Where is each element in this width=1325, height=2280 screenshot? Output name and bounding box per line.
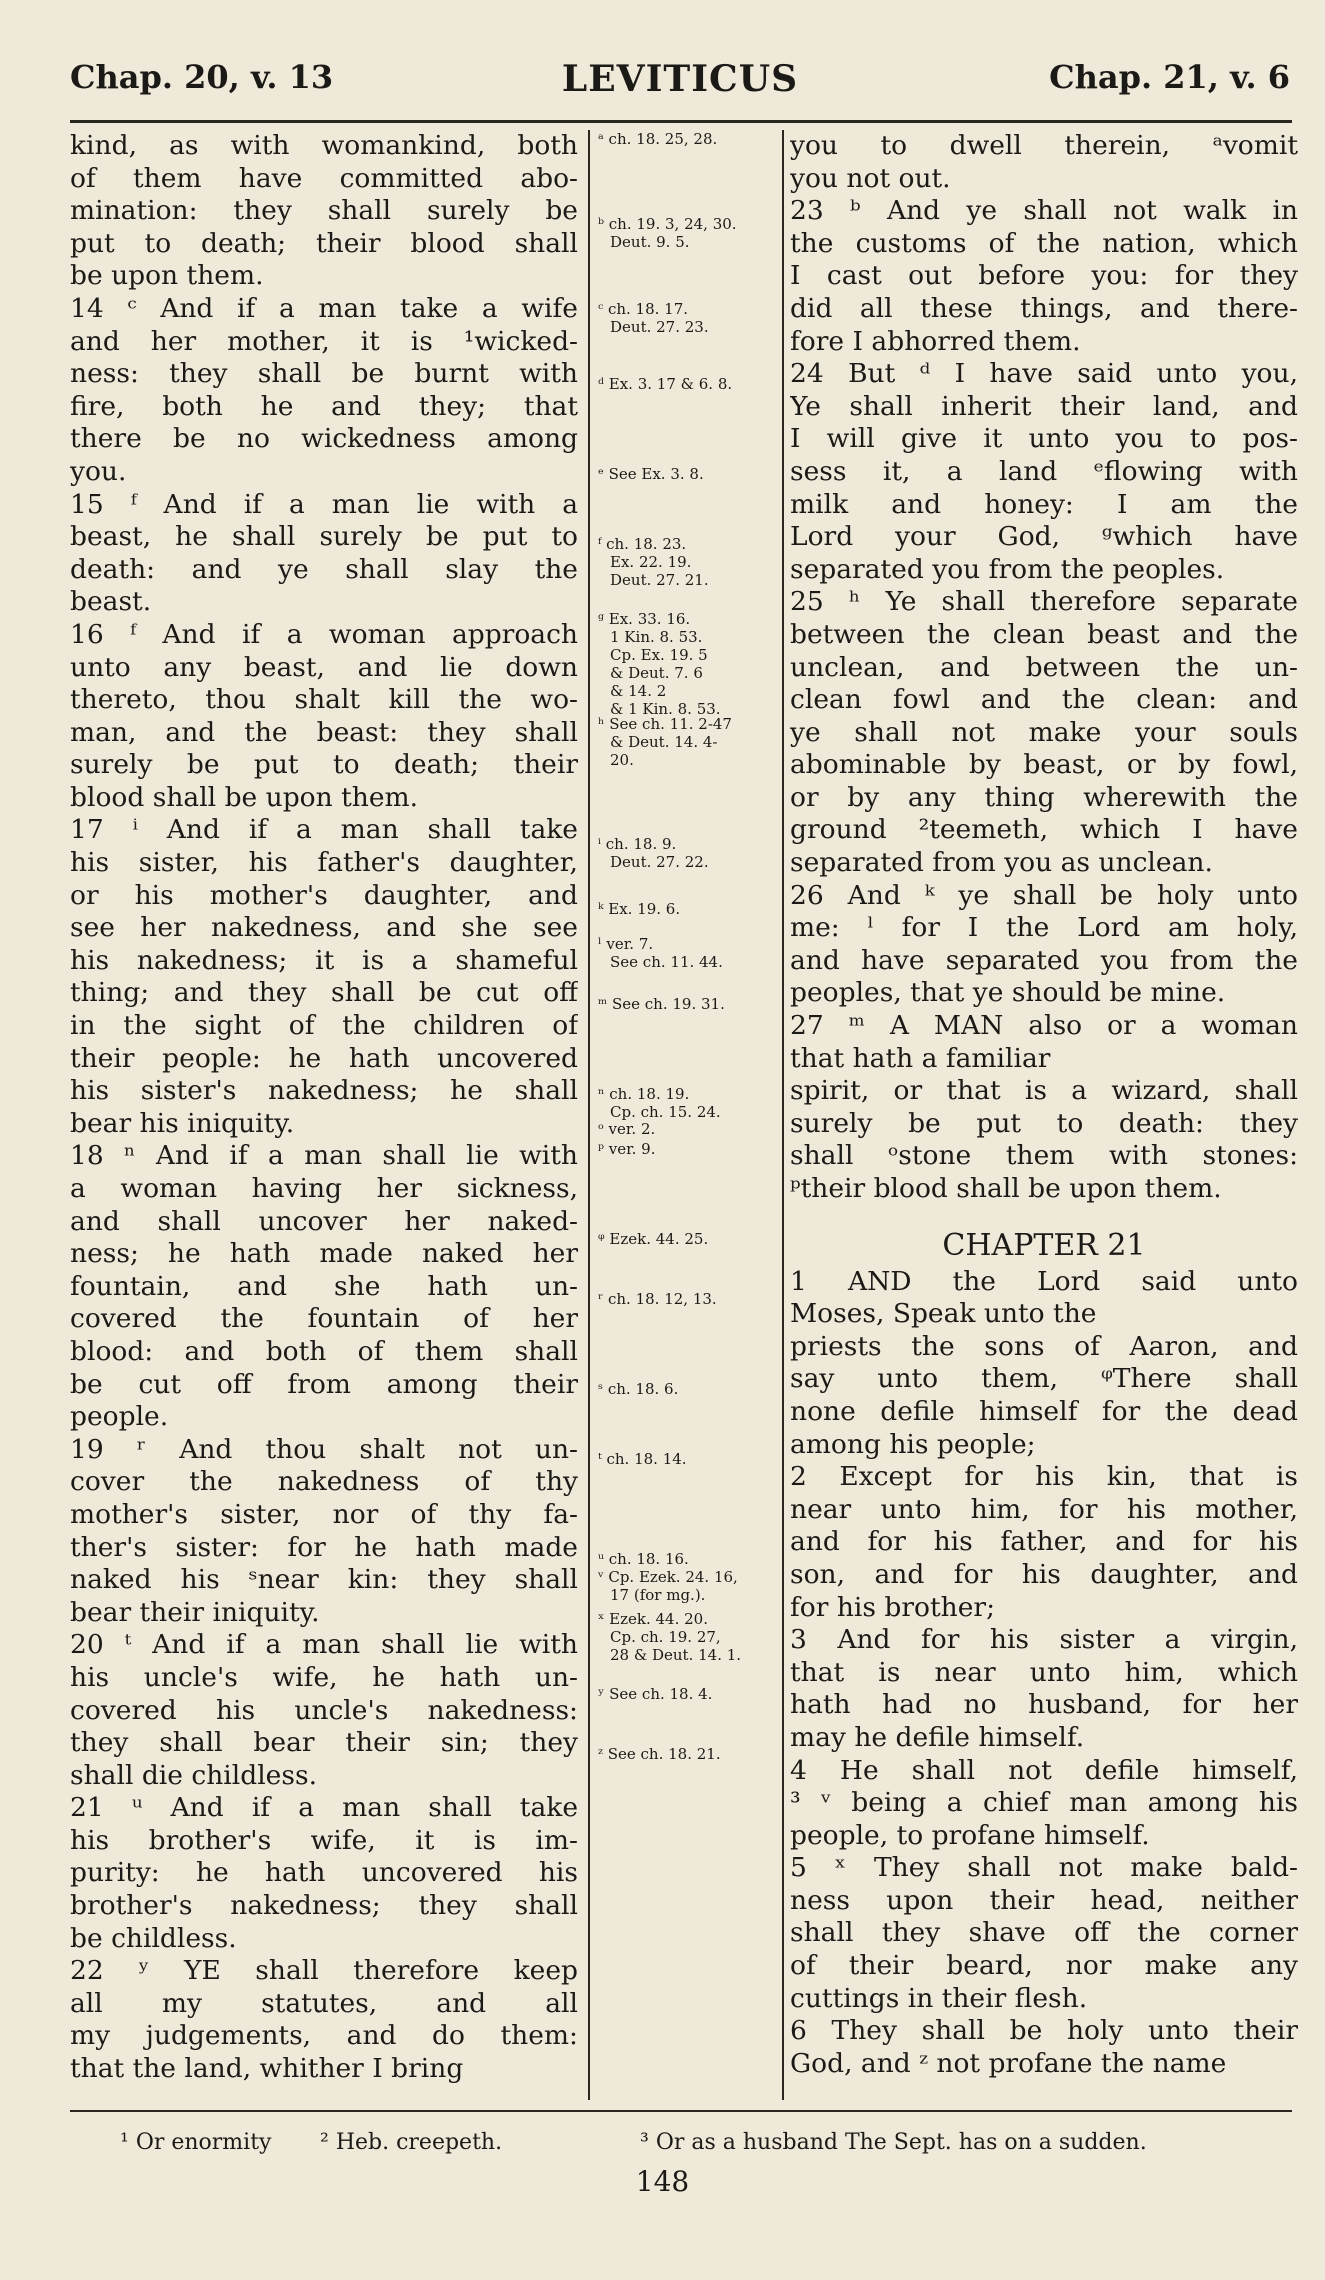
- text-line: 23 ᵇ And ye shall not walk in: [790, 195, 1298, 227]
- text-line: that hath a familiar: [790, 1042, 1051, 1074]
- text-line: that the land, whither I bring: [70, 2053, 464, 2085]
- text-line: 21 ᵘ And if a man shall take: [70, 1792, 578, 1824]
- cross-reference-line: ᵇ ch. 19. 3, 24, 30.: [598, 215, 737, 233]
- right-text-column: [790, 130, 1298, 2080]
- cross-reference-line: ⁿ ch. 18. 19.: [598, 1085, 690, 1103]
- text-line: 17 ⁱ And if a man shall take: [70, 814, 578, 846]
- column-divider-left: [588, 130, 590, 2100]
- text-line: fire, both he and they; that: [70, 390, 578, 422]
- text-line: a woman having her sickness,: [70, 1173, 578, 1204]
- text-line: or by any thing wherewith the: [790, 781, 1298, 813]
- text-line: the customs of the nation, which: [790, 227, 1298, 259]
- running-head-title: LEVITICUS: [561, 58, 799, 100]
- text-line: separated you from the peoples.: [790, 553, 1225, 585]
- text-line: among his people;: [790, 1428, 1036, 1460]
- text-line: his brother's wife, it is im-: [70, 1824, 578, 1856]
- text-line: death: and ye shall slay the: [70, 553, 578, 585]
- text-line: people, to profane himself.: [790, 1819, 1150, 1851]
- text-line: ᵖtheir blood shall be upon them.: [790, 1173, 1222, 1204]
- text-line: purity: he hath uncovered his: [70, 1857, 578, 1889]
- text-line: shall ᵒstone them with stones:: [790, 1140, 1298, 1172]
- footer-rule: [70, 2110, 1292, 2112]
- text-line: kind, as with womankind, both: [70, 130, 578, 161]
- cross-reference-line: Deut. 9. 5.: [610, 233, 690, 251]
- text-line: of their beard, nor make any: [790, 1950, 1298, 1982]
- left-text-column: [70, 130, 578, 2086]
- text-line: naked his ˢnear kin: they shall: [70, 1564, 578, 1596]
- text-line: and for his father, and for his: [790, 1526, 1298, 1558]
- cross-reference: [598, 1685, 780, 1703]
- cross-reference-line: ˣ Ezek. 44. 20.: [598, 1610, 708, 1628]
- text-line: milk and honey: I am the: [790, 488, 1298, 520]
- text-line: cuttings in their flesh.: [790, 1982, 1088, 2014]
- text-line: put to death; their blood shall: [70, 227, 578, 259]
- text-line: and have separated you from the: [790, 944, 1298, 976]
- cross-reference-line: Cp. ch. 15. 24.: [610, 1103, 721, 1121]
- cross-reference-line: & Deut. 7. 6: [610, 664, 703, 682]
- cross-reference-line: ˢ ch. 18. 6.: [598, 1380, 679, 1398]
- text-line: there be no wickedness among: [70, 423, 578, 455]
- text-line: 24 But ᵈ I have said unto you,: [790, 358, 1298, 390]
- text-line: 6 They shall be holy unto their: [790, 2015, 1298, 2047]
- cross-reference: [598, 715, 780, 769]
- text-line: in the sight of the children of: [70, 1010, 578, 1042]
- cross-reference-line: ᵐ See ch. 19. 31.: [598, 995, 725, 1013]
- text-line: me: ˡ for I the Lord am holy,: [790, 912, 1298, 944]
- cross-reference-line: ᵏ Ex. 19. 6.: [598, 900, 681, 918]
- text-line: son, and for his daughter, and: [790, 1558, 1298, 1590]
- text-line: mination: they shall surely be: [70, 195, 578, 227]
- cross-reference: [598, 1380, 780, 1398]
- text-line: 16 ᶠ And if a woman approach: [70, 618, 578, 650]
- text-line: did all these things, and there-: [790, 292, 1298, 324]
- cross-reference-line: ˡ ver. 7.: [598, 935, 654, 953]
- cross-reference-line: ʰ See ch. 11. 2-47: [598, 715, 732, 733]
- text-line: 26 And ᵏ ye shall be holy unto: [790, 879, 1298, 911]
- running-head: [70, 58, 1290, 108]
- cross-reference-line: ᵈ Ex. 3. 17 & 6. 8.: [598, 375, 733, 393]
- text-line: sess it, a land ᵉflowing with: [790, 455, 1298, 487]
- cross-reference-line: ᵍ Ex. 33. 16.: [598, 610, 691, 628]
- text-line: you to dwell therein, ᵃvomit: [790, 130, 1298, 161]
- running-head-right: Chap. 21, v. 6: [1049, 58, 1290, 96]
- text-line: 4 He shall not defile himself,: [790, 1754, 1298, 1786]
- text-line: 3 And for his sister a virgin,: [790, 1624, 1298, 1656]
- cross-reference-line: Deut. 27. 23.: [610, 318, 709, 336]
- text-line: you not out.: [790, 162, 951, 194]
- text-line: 15 ᶠ And if a man lie with a: [70, 488, 578, 520]
- text-line: ness; he hath made naked her: [70, 1238, 578, 1270]
- cross-reference: [598, 1120, 780, 1138]
- text-line: separated from you as unclean.: [790, 847, 1213, 879]
- text-line: beast, he shall surely be put to: [70, 521, 578, 553]
- text-line: man, and the beast: they shall: [70, 716, 578, 748]
- text-line: God, and ᶻ not profane the name: [790, 2047, 1227, 2079]
- footnote-1: ¹ Or enormity: [120, 2130, 272, 2155]
- text-line: between the clean beast and the: [790, 618, 1298, 650]
- text-line: for his brother;: [790, 1591, 995, 1623]
- text-line: spirit, or that is a wizard, shall: [790, 1075, 1298, 1107]
- cross-reference-line: ᶻ See ch. 18. 21.: [598, 1745, 721, 1763]
- footnote-2: ² Heb. creepeth.: [320, 2130, 503, 2155]
- text-line: be cut off from among their: [70, 1368, 578, 1400]
- text-line: covered his uncle's nakedness:: [70, 1694, 578, 1726]
- text-line: his sister's nakedness; he shall: [70, 1075, 578, 1107]
- text-line: 14 ᶜ And if a man take a wife: [70, 292, 578, 324]
- text-line: be childless.: [70, 1922, 237, 1954]
- text-line: 22 ʸ YE shall therefore keep: [70, 1955, 578, 1987]
- text-line: bear their iniquity.: [70, 1596, 320, 1628]
- cross-reference: [598, 610, 780, 718]
- cross-reference-line: ᶠ ch. 18. 23.: [598, 535, 687, 553]
- footnote-3: ³ Or as a husband The Sept. has on a sudden.: [640, 2130, 1147, 2155]
- cross-reference-line: Cp. Ex. 19. 5: [610, 646, 708, 664]
- text-line: covered the fountain of her: [70, 1303, 578, 1335]
- text-line: of them have committed abo-: [70, 162, 578, 194]
- cross-reference: [598, 1610, 780, 1664]
- text-line: 1 AND the Lord said unto: [790, 1265, 1298, 1297]
- cross-reference: [598, 375, 780, 393]
- text-line: that is near unto him, which: [790, 1656, 1298, 1688]
- text-line: say unto them, ᵠThere shall: [790, 1363, 1298, 1395]
- cross-reference: [598, 1230, 780, 1248]
- text-line: 18 ⁿ And if a man shall lie with: [70, 1140, 578, 1172]
- cross-reference: [598, 995, 780, 1013]
- text-line: his nakedness; it is a shameful: [70, 944, 578, 976]
- cross-reference-line: & 1 Kin. 8. 53.: [610, 700, 721, 718]
- text-line: people.: [70, 1401, 169, 1433]
- text-line: shall die childless.: [70, 1759, 317, 1791]
- text-line: unto any beast, and lie down: [70, 651, 578, 683]
- cross-reference-line: ᵛ Cp. Ezek. 24. 16,: [598, 1568, 738, 1586]
- text-line: hath had no husband, for her: [790, 1689, 1298, 1721]
- cross-reference-line: 20.: [610, 751, 634, 769]
- text-line: surely be put to death; their: [70, 749, 578, 781]
- text-line: bear his iniquity.: [70, 1107, 295, 1139]
- cross-reference: [598, 1550, 780, 1604]
- cross-reference-line: Cp. ch. 19. 27,: [610, 1628, 721, 1646]
- text-line: be upon them.: [70, 260, 264, 292]
- cross-reference-line: 1 Kin. 8. 53.: [610, 628, 703, 646]
- cross-reference: [598, 300, 780, 336]
- cross-reference-line: Deut. 27. 21.: [610, 571, 709, 589]
- cross-reference: [598, 1290, 780, 1308]
- text-line: clean fowl and the clean: and: [790, 684, 1298, 716]
- header-rule: [70, 120, 1292, 123]
- text-line: I cast out before you: for they: [790, 260, 1298, 292]
- cross-reference-line: ᵗ ch. 18. 14.: [598, 1450, 687, 1468]
- cross-reference-line: ᵃ ch. 18. 25, 28.: [598, 130, 718, 148]
- chapter-heading: CHAPTER 21: [942, 1227, 1146, 1263]
- text-line: brother's nakedness; they shall: [70, 1890, 578, 1922]
- text-line: near unto him, for his mother,: [790, 1493, 1298, 1525]
- text-line: unclean, and between the un-: [790, 651, 1298, 683]
- text-line: 5 ˣ They shall not make bald-: [790, 1852, 1298, 1884]
- cross-reference-line: ʸ See ch. 18. 4.: [598, 1685, 713, 1703]
- cross-reference: [598, 130, 780, 148]
- cross-reference-line: & Deut. 14. 4-: [610, 733, 718, 751]
- cross-reference-line: ᵘ ch. 18. 16.: [598, 1550, 689, 1568]
- text-line: see her nakedness, and she see: [70, 912, 578, 944]
- text-line: 20 ᵗ And if a man shall lie with: [70, 1629, 578, 1661]
- column-divider-right: [782, 130, 784, 2100]
- text-line: I will give it unto you to pos-: [790, 423, 1298, 455]
- text-line: Moses, Speak unto the: [790, 1298, 1097, 1330]
- cross-reference-line: & 14. 2: [610, 682, 667, 700]
- text-line: abominable by beast, or by fowl,: [790, 749, 1298, 781]
- text-line: fountain, and she hath un-: [70, 1270, 578, 1302]
- cross-reference-line: ᵠ Ezek. 44. 25.: [598, 1230, 709, 1248]
- text-line: ness upon their head, neither: [790, 1884, 1298, 1916]
- cross-reference: [598, 215, 780, 251]
- cross-reference-line: ᵉ See Ex. 3. 8.: [598, 465, 704, 483]
- cross-reference-line: ᵖ ver. 9.: [598, 1140, 656, 1158]
- cross-reference-line: 17 (for mg.).: [610, 1586, 706, 1604]
- cross-reference: [598, 935, 780, 971]
- cross-reference: [598, 1745, 780, 1763]
- text-line: blood shall be upon them.: [70, 781, 419, 813]
- text-line: all my statutes, and all: [70, 1987, 578, 2019]
- text-line: ther's sister: for he hath made: [70, 1531, 578, 1563]
- text-line: their people: he hath uncovered: [70, 1042, 578, 1074]
- cross-reference: [598, 1140, 780, 1158]
- footnotes: [120, 2130, 1270, 2160]
- text-line: they shall bear their sin; they: [70, 1727, 578, 1759]
- cross-reference-line: Ex. 22. 19.: [610, 553, 692, 571]
- text-line: ground ²teemeth, which I have: [790, 814, 1298, 846]
- cross-reference: [598, 1450, 780, 1468]
- text-line: or his mother's daughter, and: [70, 879, 578, 911]
- text-line: you.: [70, 455, 127, 487]
- text-line: shall they shave off the corner: [790, 1917, 1298, 1949]
- cross-reference: [598, 900, 780, 918]
- text-line: peoples, that ye should be mine.: [790, 977, 1226, 1009]
- text-line: and shall uncover her naked-: [70, 1205, 578, 1237]
- text-line: his uncle's wife, he hath un-: [70, 1661, 578, 1693]
- cross-reference-line: ⁱ ch. 18. 9.: [598, 835, 677, 853]
- running-head-left: Chap. 20, v. 13: [70, 58, 334, 96]
- text-line: surely be put to death: they: [790, 1107, 1298, 1139]
- text-line: thereto, thou shalt kill the wo-: [70, 684, 578, 716]
- text-line: beast.: [70, 586, 152, 618]
- text-line: Lord your God, ᵍwhich have: [790, 521, 1298, 553]
- cross-reference: [598, 535, 780, 589]
- cross-reference: [598, 835, 780, 871]
- text-line: thing; and they shall be cut off: [70, 977, 578, 1009]
- text-line: none defile himself for the dead: [790, 1395, 1298, 1427]
- cross-reference: [598, 465, 780, 483]
- cross-reference-line: ʳ ch. 18. 12, 13.: [598, 1290, 717, 1308]
- text-line: may he defile himself.: [790, 1721, 1085, 1753]
- cross-reference-line: 28 & Deut. 14. 1.: [610, 1646, 742, 1664]
- page-number: 148: [635, 2165, 690, 2198]
- text-line: my judgements, and do them:: [70, 2020, 578, 2052]
- cross-reference-line: See ch. 11. 44.: [610, 953, 723, 971]
- text-line: his sister, his father's daughter,: [70, 847, 578, 879]
- text-line: 19 ʳ And thou shalt not un-: [70, 1433, 578, 1465]
- text-line: ness: they shall be burnt with: [70, 358, 578, 390]
- text-line: and her mother, it is ¹wicked-: [70, 325, 578, 357]
- text-line: 2 Except for his kin, that is: [790, 1461, 1298, 1493]
- text-line: 27 ᵐ A MAN also or a woman: [790, 1010, 1298, 1042]
- text-line: blood: and both of them shall: [70, 1335, 578, 1367]
- text-line: fore I abhorred them.: [790, 325, 1081, 357]
- leviticus-21-opening: [790, 1266, 1298, 2081]
- cross-reference-line: ᶜ ch. 18. 17.: [598, 300, 689, 318]
- cross-reference: [598, 1085, 780, 1121]
- text-line: mother's sister, nor of thy fa-: [70, 1498, 578, 1530]
- text-line: ³ ᵛ being a chief man among his: [790, 1787, 1298, 1819]
- text-line: priests the sons of Aaron, and: [790, 1330, 1298, 1362]
- text-line: 25 ʰ Ye shall therefore separate: [790, 586, 1298, 618]
- cross-reference-line: ᵒ ver. 2.: [598, 1120, 656, 1138]
- text-line: Ye shall inherit their land, and: [790, 390, 1298, 422]
- cross-reference-line: Deut. 27. 22.: [610, 853, 709, 871]
- leviticus-20-conclusion: [790, 130, 1298, 1206]
- text-line: ye shall not make your souls: [790, 716, 1298, 748]
- text-line: cover the nakedness of thy: [70, 1466, 578, 1498]
